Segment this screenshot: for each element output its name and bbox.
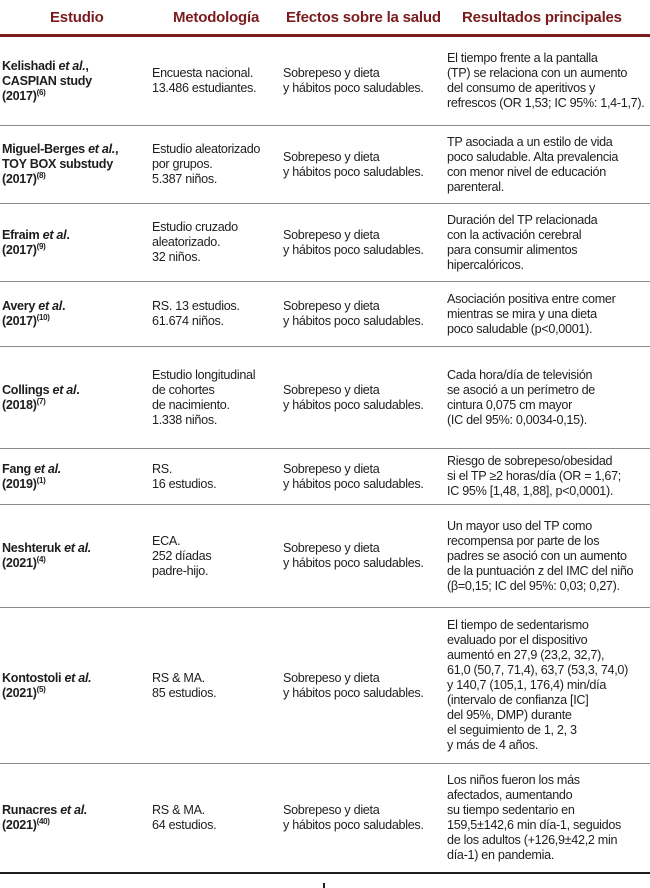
study-cell — [0, 764, 145, 873]
results-cell: Duración del TP relacionada con la activación cerebral para consumir alimentos hipercalóricos. — [440, 204, 650, 282]
table-row — [0, 282, 650, 347]
study-name: Avery — [2, 299, 39, 313]
effects-cell: Sobrepeso y dieta y hábitos poco saludables. — [280, 505, 440, 608]
study-name: Kelishadi — [2, 58, 59, 73]
methodology-cell: RS. 13 estudios. 61.674 niños. — [145, 282, 280, 347]
results-cell: El tiempo frente a la pantalla (TP) se relaciona con un aumento del consumo de aperitivos y refrescos (OR 1,53; IC 95%: 1,4-1,7). — [440, 36, 650, 126]
methodology-cell: Encuesta nacional. 13.486 estudiantes. — [145, 36, 280, 126]
effects-cell: Sobrepeso y dieta y hábitos poco saludables. — [280, 282, 440, 347]
study-name: Neshteruk — [2, 541, 65, 555]
methodology-cell: RS & MA. 85 estudios. — [145, 608, 280, 764]
study-year: . (2017) — [2, 299, 66, 328]
study-cell — [0, 449, 145, 505]
page-tick-mark — [323, 883, 325, 888]
table-row — [0, 505, 650, 608]
study-year: (2021) — [2, 556, 37, 570]
results-cell: Un mayor uso del TP como recompensa por parte de los padres se asoció con un aumento de la puntuación z del IMC del niño (β=0,15; IC del 95%: 0,03; 0,27). — [440, 505, 650, 608]
study-cell — [0, 126, 145, 204]
study-cell — [0, 347, 145, 449]
study-name: Runacres — [2, 802, 61, 817]
header-results: Resultados principales — [440, 0, 650, 36]
study-reference: (6) — [36, 87, 46, 97]
study-name: Kontostoli — [2, 670, 65, 685]
study-cell — [0, 505, 145, 608]
results-cell: Riesgo de sobrepeso/obesidad si el TP ≥2 horas/día (OR = 1,67; IC 95% [1,48, 1,88], p<0,0001). — [440, 449, 650, 505]
study-reference: (40) — [36, 816, 50, 826]
effects-cell: Sobrepeso y dieta y hábitos poco saludables. — [280, 449, 440, 505]
header-effects: Efectos sobre la salud — [280, 0, 440, 36]
table-row — [0, 204, 650, 282]
effects-cell: Sobrepeso y dieta y hábitos poco saludables. — [280, 36, 440, 126]
header-methodology: Metodología — [145, 0, 280, 36]
study-et-al: et al — [38, 299, 62, 313]
study-cell — [0, 36, 145, 126]
effects-cell: Sobrepeso y dieta y hábitos poco saludables. — [280, 204, 440, 282]
study-cell — [0, 204, 145, 282]
header-row — [0, 0, 650, 36]
study-year: (2019) — [2, 476, 37, 491]
study-name: Fang — [2, 461, 35, 476]
study-year: . (2017) — [2, 227, 70, 257]
study-et-al: et al. — [64, 541, 91, 555]
effects-cell: Sobrepeso y dieta y hábitos poco saludables. — [280, 764, 440, 873]
table-row — [0, 36, 650, 126]
study-reference: (10) — [36, 312, 50, 322]
effects-cell: Sobrepeso y dieta y hábitos poco saludables. — [280, 608, 440, 764]
study-year: , TOY BOX substudy (2017) — [2, 142, 119, 186]
methodology-cell: Estudio longitudinal de cohortes de nacimiento. 1.338 niños. — [145, 347, 280, 449]
methodology-cell: RS & MA. 64 estudios. — [145, 764, 280, 873]
results-cell: TP asociada a un estilo de vida poco saludable. Alta prevalencia con menor nivel de educación parenteral. — [440, 126, 650, 204]
methodology-cell: ECA. 252 díadas padre-hijo. — [145, 505, 280, 608]
methodology-cell: Estudio cruzado aleatorizado. 32 niños. — [145, 204, 280, 282]
study-cell — [0, 608, 145, 764]
study-et-al: et al — [42, 227, 67, 242]
table-row — [0, 449, 650, 505]
effects-cell: Sobrepeso y dieta y hábitos poco saludables. — [280, 126, 440, 204]
methodology-cell: Estudio aleatorizado por grupos. 5.387 niños. — [145, 126, 280, 204]
study-name: Efraim — [2, 227, 43, 242]
table-row — [0, 347, 650, 449]
results-cell: El tiempo de sedentarismo evaluado por el dispositivo aumentó en 27,9 (23,2, 32,7), 61,0 (50,7, 71,4), 63,7 (53,3, 74,0) y 140,7 (105,1, 176,4) min/día (intervalo de confianza [IC] del 95%, DMP) durante el seguimiento de 1, 2, 3 y más de 4 años. — [440, 608, 650, 764]
study-year: . (2018) — [2, 382, 80, 412]
table-row — [0, 608, 650, 764]
study-et-al: et al. — [34, 461, 61, 476]
results-cell: Los niños fueron los más afectados, aumentando su tiempo sedentario en 159,5±142,6 min día-1, seguidos de los adultos (+126,9±42,2 min día-1) en pandemia. — [440, 764, 650, 873]
study-et-al: et al. — [88, 142, 115, 156]
study-year: (2021) — [2, 817, 37, 832]
results-cell: Cada hora/día de televisión se asoció a un perímetro de cintura 0,075 cm mayor (IC del 95%: 0,0034-0,15). — [440, 347, 650, 449]
table-row — [0, 764, 650, 873]
study-reference: (9) — [36, 241, 46, 251]
study-year: (2021) — [2, 685, 37, 700]
study-cell — [0, 282, 145, 347]
table-row — [0, 126, 650, 204]
results-cell: Asociación positiva entre comer mientras se mira y una dieta poco saludable (p<0,0001). — [440, 282, 650, 347]
effects-cell: Sobrepeso y dieta y hábitos poco saludables. — [280, 347, 440, 449]
study-reference: (8) — [36, 170, 46, 180]
methodology-cell: RS. 16 estudios. — [145, 449, 280, 505]
study-et-al: et al. — [64, 670, 92, 685]
header-study: Estudio — [0, 0, 145, 36]
study-et-al: et al. — [58, 58, 86, 73]
study-reference: (1) — [36, 475, 46, 485]
study-reference: (5) — [36, 684, 46, 694]
study-name: Miguel-Berges — [2, 142, 89, 156]
study-reference: (7) — [36, 396, 46, 406]
study-year: , CASPIAN study (2017) — [2, 58, 92, 103]
study-name: Collings — [2, 382, 53, 397]
study-et-al: et al. — [60, 802, 88, 817]
study-et-al: et al — [52, 382, 77, 397]
study-reference: (4) — [36, 554, 46, 564]
